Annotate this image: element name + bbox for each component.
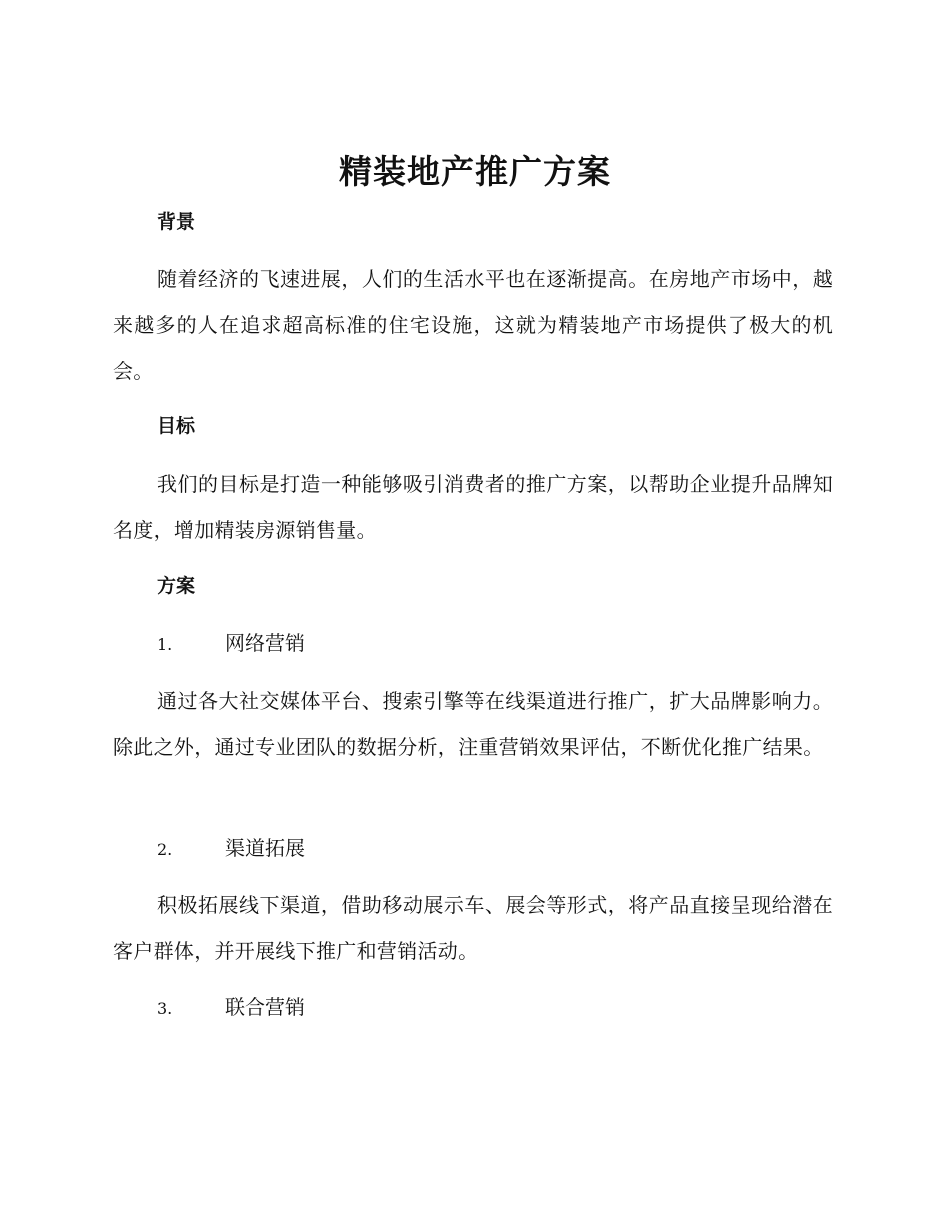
plan-item-number: 3. (157, 999, 173, 1018)
plan-item-label: 渠道拓展 (225, 836, 305, 860)
plan-item-label: 网络营销 (225, 631, 305, 655)
section-heading-goal: 目标 (157, 415, 196, 437)
plan-item-paragraph-1: 通过各大社交媒体平台、搜索引擎等在线渠道进行推广，扩大品牌影响力。除此之外，通过专业团队的数据分析，注重营销效果评估，不断优化推广结果。 (113, 689, 833, 759)
document-title: 精装地产推广方案 (339, 152, 611, 191)
section-paragraph-background: 随着经济的飞速进展，人们的生活水平也在逐渐提高。在房地产市场中，越来越多的人在追求超高标准的住宅设施，这就为精装地产市场提供了极大的机会。 (113, 267, 833, 383)
plan-item-number: 1. (157, 635, 173, 654)
plan-item-label: 联合营销 (225, 995, 305, 1019)
section-heading-background: 背景 (157, 211, 196, 233)
plan-item-3 (157, 992, 305, 1024)
plan-item-paragraph-2: 积极拓展线下渠道，借助移动展示车、展会等形式，将产品直接呈现给潜在客户群体，并开展线下推广和营销活动。 (113, 893, 833, 963)
plan-item-2 (157, 833, 305, 865)
plan-item-number: 2. (157, 840, 173, 859)
section-heading-plan: 方案 (157, 575, 196, 597)
section-paragraph-goal: 我们的目标是打造一种能够吸引消费者的推广方案，以帮助企业提升品牌知名度，增加精装房源销售量。 (113, 472, 833, 542)
plan-item-1 (157, 628, 305, 660)
